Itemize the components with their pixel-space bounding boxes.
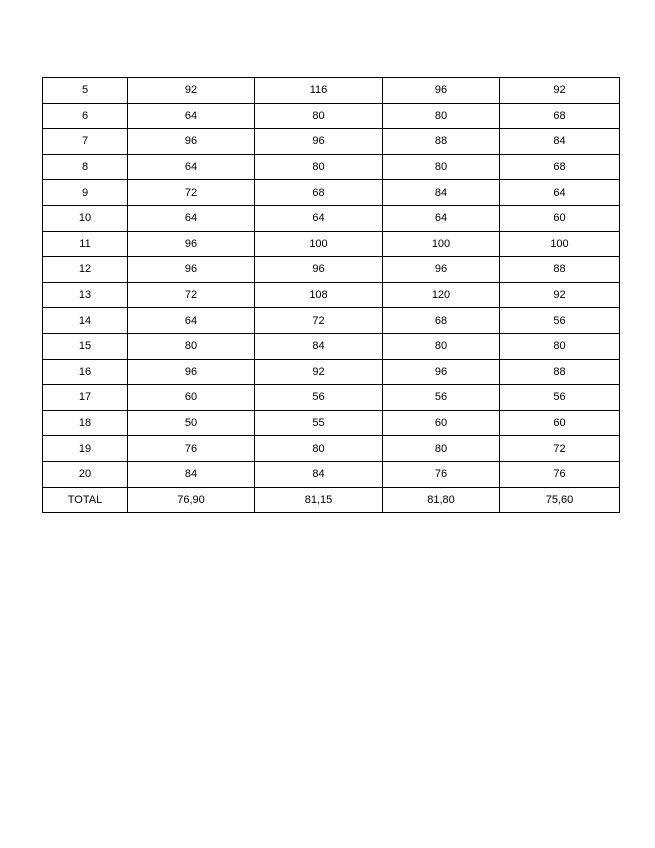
- table-cell: 56: [383, 385, 500, 411]
- table-cell: 56: [500, 385, 620, 411]
- table-cell: 56: [255, 385, 383, 411]
- table-cell: 100: [255, 231, 383, 257]
- table-cell: 108: [255, 282, 383, 308]
- row-number-cell: 9: [43, 180, 128, 206]
- table-cell: 64: [128, 308, 255, 334]
- table-cell: 72: [500, 436, 620, 462]
- table-row: [43, 129, 620, 155]
- row-number-cell: 6: [43, 103, 128, 129]
- table-cell: 68: [383, 308, 500, 334]
- row-number-cell: 19: [43, 436, 128, 462]
- table-row: [43, 154, 620, 180]
- row-number-cell: 10: [43, 205, 128, 231]
- table-cell: 55: [255, 410, 383, 436]
- row-number-cell: 14: [43, 308, 128, 334]
- table-cell: 80: [383, 333, 500, 359]
- table-cell: 96: [128, 231, 255, 257]
- table-row: [43, 359, 620, 385]
- table-cell: 64: [383, 205, 500, 231]
- table-cell: 60: [500, 410, 620, 436]
- table-cell: 64: [128, 103, 255, 129]
- table-cell: 88: [500, 257, 620, 283]
- table-row: [43, 436, 620, 462]
- table-cell: 68: [255, 180, 383, 206]
- row-number-cell: 15: [43, 333, 128, 359]
- table-cell: 92: [500, 78, 620, 104]
- scores-table: [42, 77, 620, 513]
- table-cell: 96: [255, 257, 383, 283]
- table-cell: 84: [383, 180, 500, 206]
- row-number-cell: 8: [43, 154, 128, 180]
- table-row: [43, 231, 620, 257]
- table-cell: 84: [128, 461, 255, 487]
- table-cell: 72: [128, 282, 255, 308]
- total-value-cell: 75,60: [500, 487, 620, 513]
- table-cell: 96: [383, 257, 500, 283]
- total-value-cell: 76,90: [128, 487, 255, 513]
- table-row: [43, 282, 620, 308]
- table-row: [43, 103, 620, 129]
- table-cell: 68: [500, 154, 620, 180]
- table-cell: 64: [500, 180, 620, 206]
- table-row: [43, 385, 620, 411]
- total-value-cell: 81,15: [255, 487, 383, 513]
- table-row: [43, 333, 620, 359]
- table-cell: 80: [255, 154, 383, 180]
- row-number-cell: 12: [43, 257, 128, 283]
- table-cell: 76: [383, 461, 500, 487]
- table-row: [43, 78, 620, 104]
- table-cell: 72: [255, 308, 383, 334]
- table-body: [43, 78, 620, 513]
- row-number-cell: 5: [43, 78, 128, 104]
- row-number-cell: 17: [43, 385, 128, 411]
- row-number-cell: 11: [43, 231, 128, 257]
- table-cell: 60: [500, 205, 620, 231]
- table-cell: 92: [500, 282, 620, 308]
- table-cell: 64: [128, 154, 255, 180]
- row-number-cell: 20: [43, 461, 128, 487]
- table-row: [43, 180, 620, 206]
- table-cell: 88: [383, 129, 500, 155]
- table-cell: 80: [500, 333, 620, 359]
- table-cell: 120: [383, 282, 500, 308]
- table-cell: 96: [128, 257, 255, 283]
- table-cell: 72: [128, 180, 255, 206]
- row-number-cell: 7: [43, 129, 128, 155]
- row-number-cell: 18: [43, 410, 128, 436]
- table-cell: 80: [255, 103, 383, 129]
- table-row: [43, 410, 620, 436]
- table-cell: 80: [128, 333, 255, 359]
- table-cell: 64: [255, 205, 383, 231]
- table-cell: 80: [383, 103, 500, 129]
- table-cell: 64: [128, 205, 255, 231]
- table-cell: 100: [500, 231, 620, 257]
- table-cell: 60: [383, 410, 500, 436]
- table-cell: 80: [255, 436, 383, 462]
- table-cell: 116: [255, 78, 383, 104]
- table-cell: 68: [500, 103, 620, 129]
- table-cell: 80: [383, 154, 500, 180]
- table-cell: 80: [383, 436, 500, 462]
- table-cell: 92: [128, 78, 255, 104]
- table-cell: 84: [500, 129, 620, 155]
- total-label-cell: TOTAL: [43, 487, 128, 513]
- row-number-cell: 16: [43, 359, 128, 385]
- table-cell: 96: [383, 78, 500, 104]
- table-cell: 96: [255, 129, 383, 155]
- total-value-cell: 81,80: [383, 487, 500, 513]
- table-cell: 96: [128, 359, 255, 385]
- total-row: [43, 487, 620, 513]
- table-cell: 96: [383, 359, 500, 385]
- table-cell: 88: [500, 359, 620, 385]
- table-cell: 50: [128, 410, 255, 436]
- table-cell: 100: [383, 231, 500, 257]
- table-row: [43, 205, 620, 231]
- table-cell: 76: [500, 461, 620, 487]
- table-row: [43, 308, 620, 334]
- table-cell: 60: [128, 385, 255, 411]
- table-cell: 76: [128, 436, 255, 462]
- table-row: [43, 257, 620, 283]
- table-cell: 96: [128, 129, 255, 155]
- table-cell: 84: [255, 333, 383, 359]
- table-row: [43, 461, 620, 487]
- table-cell: 84: [255, 461, 383, 487]
- table-cell: 92: [255, 359, 383, 385]
- row-number-cell: 13: [43, 282, 128, 308]
- table-cell: 56: [500, 308, 620, 334]
